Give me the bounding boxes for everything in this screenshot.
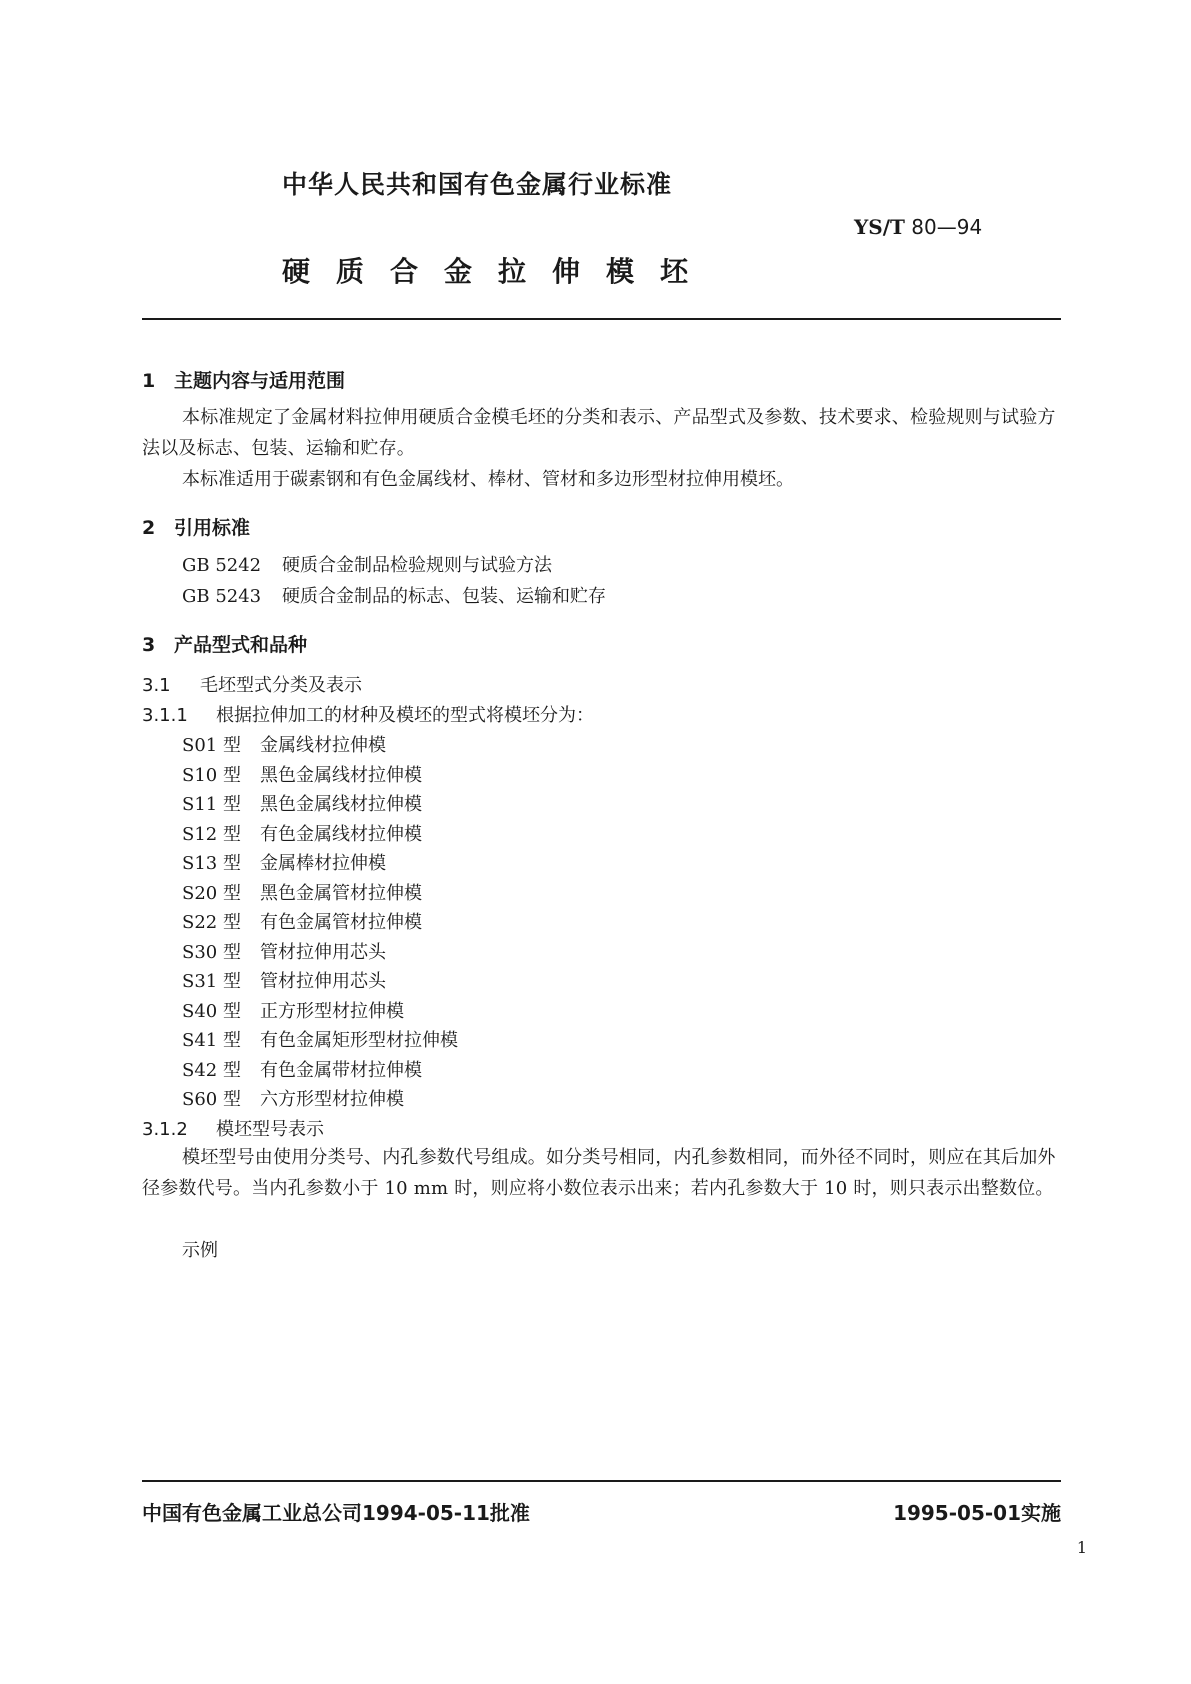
type-item [182, 820, 422, 846]
type-desc: 黑色金属管材拉伸模 [260, 883, 422, 904]
type-code: S01 型 [182, 735, 241, 756]
type-item [182, 790, 422, 816]
type-code: S10 型 [182, 765, 241, 786]
type-code: S60 型 [182, 1089, 241, 1110]
subsection-3-1-1-number: 3.1.1 [142, 705, 188, 726]
reference-title: 硬质合金制品的标志、包装、运输和贮存 [282, 586, 606, 607]
subsection-3-1-number: 3.1 [142, 675, 171, 696]
type-code: S40 型 [182, 1001, 241, 1022]
page-number: 1 [1076, 1538, 1087, 1557]
subsection-3-1 [142, 671, 362, 697]
type-item [182, 908, 422, 934]
type-code: S13 型 [182, 853, 241, 874]
section-2-heading [142, 513, 250, 540]
type-code: S41 型 [182, 1030, 241, 1051]
section-1-title: 主题内容与适用范围 [174, 370, 346, 392]
section-2-number: 2 [142, 517, 156, 539]
subsection-3-1-1 [142, 701, 594, 727]
type-item [182, 1085, 404, 1111]
subsection-3-1-title: 毛坯型式分类及表示 [200, 675, 362, 696]
section-1-heading [142, 366, 345, 393]
standard-prefix: YS/T [854, 215, 905, 239]
type-code: S30 型 [182, 942, 241, 963]
subsection-3-1-2 [142, 1115, 324, 1141]
subsection-3-1-2-title: 模坯型号表示 [216, 1119, 324, 1140]
standard-number: 80—94 [911, 215, 983, 239]
type-desc: 有色金属线材拉伸模 [260, 824, 422, 845]
approval-date: 中国有色金属工业总公司1994-05-11批准 [142, 1501, 530, 1525]
subsection-3-1-2-number: 3.1.2 [142, 1119, 188, 1140]
footer-rule [142, 1480, 1061, 1482]
type-item [182, 997, 404, 1023]
type-item [182, 1026, 458, 1052]
type-desc: 六方形型材拉伸模 [260, 1089, 404, 1110]
section-1-para-1: 本标准规定了金属材料拉伸用硬质合金模毛坯的分类和表示、产品型式及参数、技术要求、检验规则与试验方法以及标志、包装、运输和贮存。 [142, 407, 1056, 459]
type-item [182, 967, 386, 993]
section-3-title: 产品型式和品种 [174, 634, 308, 656]
type-item [182, 938, 386, 964]
type-desc: 金属线材拉伸模 [260, 735, 386, 756]
type-item [182, 731, 386, 757]
org-title: 中华人民共和国有色金属行业标准 [282, 170, 673, 199]
reference-item [182, 551, 552, 577]
type-code: S22 型 [182, 912, 241, 933]
implementation-date: 1995-05-01实施 [893, 1501, 1061, 1525]
type-desc: 有色金属带材拉伸模 [260, 1060, 422, 1081]
subsection-3-1-2-para: 模坯型号由使用分类号、内孔参数代号组成。如分类号相同，内孔参数相同，而外径不同时，则应在其后加外径参数代号。当内孔参数小于 10 mm 时，则应将小数位表示出来；若内孔参数大于 10 时，则只表示出整数位。 [142, 1147, 1056, 1199]
reference-title: 硬质合金制品检验规则与试验方法 [282, 555, 552, 576]
header-rule [142, 318, 1061, 320]
document-title: 硬质合金拉伸模坯 [282, 255, 715, 288]
type-desc: 黑色金属线材拉伸模 [260, 794, 422, 815]
subsection-3-1-1-title: 根据拉伸加工的材种及模坯的型式将模坯分为： [216, 705, 594, 726]
section-1-para-2: 本标准适用于碳素钢和有色金属线材、棒材、管材和多边形型材拉伸用模坯。 [182, 469, 794, 490]
type-code: S11 型 [182, 794, 241, 815]
example-label: 示例 [182, 1240, 218, 1261]
type-item [182, 849, 386, 875]
standard-code [854, 215, 982, 239]
section-1-number: 1 [142, 370, 156, 392]
section-3-number: 3 [142, 634, 156, 656]
type-item [182, 761, 422, 787]
type-desc: 管材拉伸用芯头 [260, 942, 386, 963]
type-desc: 正方形型材拉伸模 [260, 1001, 404, 1022]
type-desc: 黑色金属线材拉伸模 [260, 765, 422, 786]
type-code: S42 型 [182, 1060, 241, 1081]
section-2-title: 引用标准 [174, 517, 251, 539]
type-code: S20 型 [182, 883, 241, 904]
type-item [182, 879, 422, 905]
type-code: S12 型 [182, 824, 241, 845]
type-desc: 有色金属矩形型材拉伸模 [260, 1030, 458, 1051]
type-desc: 管材拉伸用芯头 [260, 971, 386, 992]
section-3-heading [142, 630, 307, 657]
type-code: S31 型 [182, 971, 241, 992]
type-desc: 金属棒材拉伸模 [260, 853, 386, 874]
type-item [182, 1056, 422, 1082]
type-desc: 有色金属管材拉伸模 [260, 912, 422, 933]
reference-item [182, 582, 606, 608]
reference-code: GB 5243 [182, 586, 262, 607]
reference-code: GB 5242 [182, 555, 262, 576]
